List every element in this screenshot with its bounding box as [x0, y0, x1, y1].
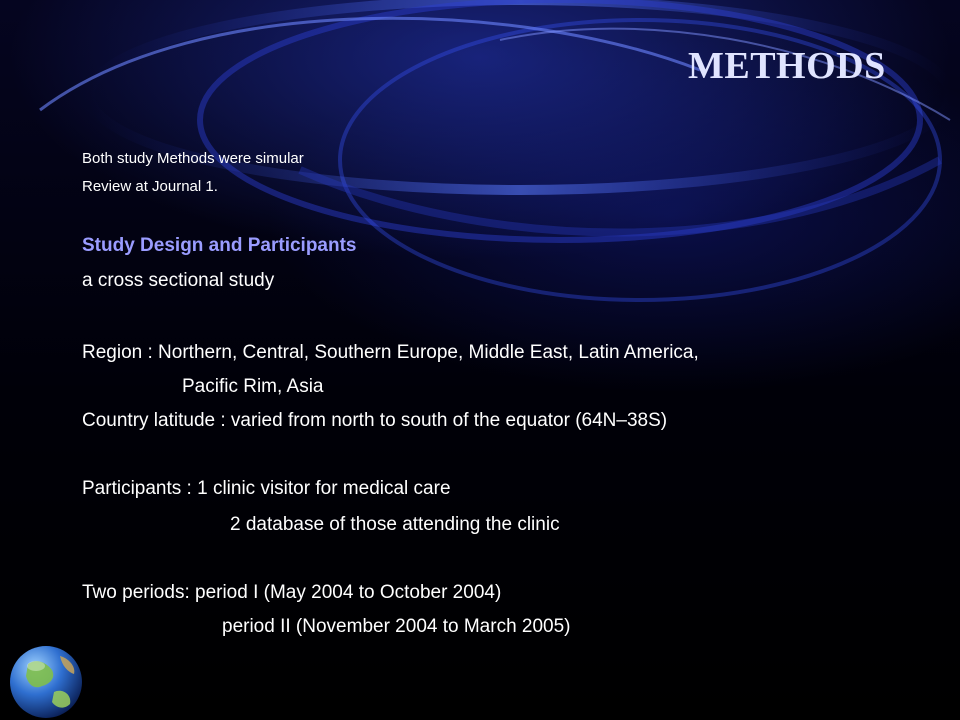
- periods-line-2: period II (November 2004 to March 2005): [222, 616, 571, 637]
- design-text: a cross sectional study: [82, 270, 275, 291]
- section-heading: Study Design and Participants: [82, 235, 357, 256]
- globe-icon: [6, 634, 86, 720]
- region-continued-text: Pacific Rim, Asia: [182, 376, 324, 397]
- latitude-text: Country latitude : varied from north to south of the equator (64N–38S): [82, 410, 668, 431]
- periods-line-1: Two periods: period I (May 2004 to October 2004): [82, 582, 502, 603]
- participants-line-1: Participants : 1 clinic visitor for medical care: [82, 478, 451, 499]
- region-text: Region : Northern, Central, Southern Europe, Middle East, Latin America,: [82, 342, 699, 363]
- intro-line-1: Both study Methods were simular: [82, 150, 304, 167]
- slide-title: METHODS: [688, 45, 886, 87]
- participants-line-2: 2 database of those attending the clinic: [230, 514, 560, 535]
- intro-line-2: Review at Journal 1.: [82, 178, 218, 195]
